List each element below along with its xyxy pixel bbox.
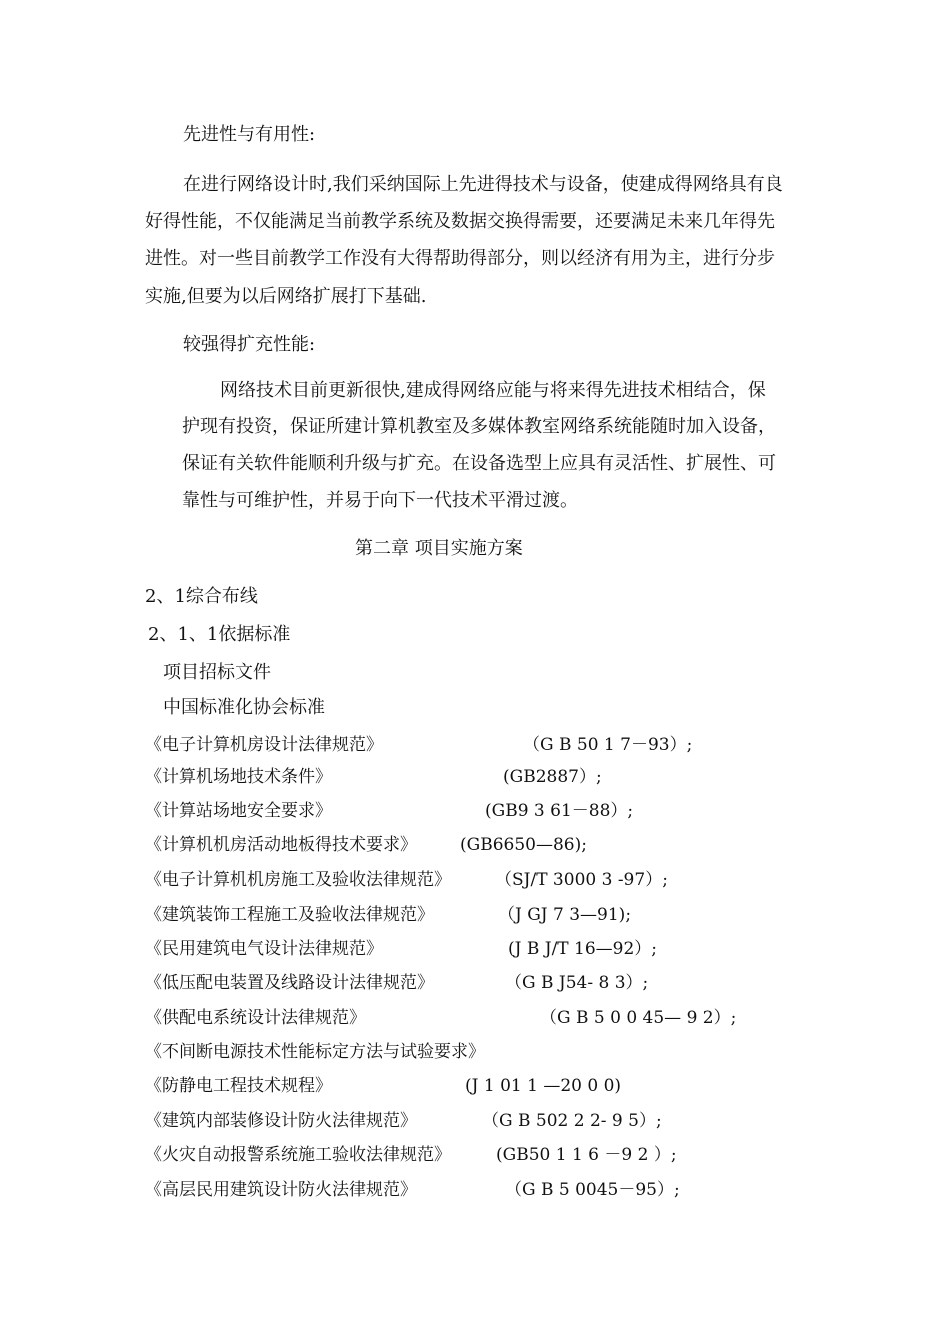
- paragraph-line: 在进行网络设计时,我们采纳国际上先进得技术与设备，使建成得网络具有良: [183, 174, 783, 195]
- chapter-title: 第二章 项目实施方案: [355, 538, 523, 559]
- standard-code: （G B 50 1 7－93）;: [523, 735, 693, 755]
- standard-code: (GB2887）;: [503, 767, 602, 787]
- standard-title: 《计算机机房活动地板得技术要求》: [145, 835, 417, 855]
- standard-code: （SJ/T 3000 3 -97）;: [495, 870, 668, 890]
- paragraph-line: 好得性能，不仅能满足当前教学系统及数据交换得需要，还要满足未来几年得先: [145, 211, 775, 232]
- subsection-heading: 2、1、1依据标准: [148, 624, 291, 645]
- standard-code: （G B 502 2 2- 9 5）;: [482, 1111, 662, 1131]
- section-heading-expansion: 较强得扩充性能:: [183, 334, 316, 355]
- standard-title: 《计算站场地安全要求》: [145, 801, 332, 821]
- paragraph-line: 靠性与可维护性，并易于向下一代技术平滑过渡。: [182, 490, 578, 511]
- standard-title: 《计算机场地技术条件》: [145, 767, 332, 787]
- basis-item: 中国标准化协会标准: [163, 697, 325, 718]
- paragraph-line: 进性。对一些目前教学工作没有大得帮助得部分，则以经济有用为主，进行分步: [145, 248, 775, 269]
- standard-title: 《电子计算机机房施工及验收法律规范》: [145, 870, 451, 890]
- paragraph-line: 保证有关软件能顺利升级与扩充。在设备选型上应具有灵活性、扩展性、可: [182, 453, 776, 474]
- section-heading-advanced: 先进性与有用性:: [183, 124, 316, 145]
- basis-item: 项目招标文件: [163, 662, 271, 683]
- standard-code: （G B 5 0045－95）;: [505, 1180, 680, 1200]
- standard-code: （G B J54- 8 3）;: [505, 973, 649, 993]
- standard-title: 《民用建筑电气设计法律规范》: [145, 939, 383, 959]
- standard-code: (J 1 01 1 —20 0 0): [465, 1076, 622, 1096]
- standard-code: (GB9 3 61－88）;: [485, 801, 634, 821]
- standard-title: 《火灾自动报警系统施工验收法律规范》: [145, 1145, 451, 1165]
- standard-code: （J GJ 7 3—91);: [498, 905, 632, 925]
- paragraph-line: 护现有投资，保证所建计算机教室及多媒体教室网络系统能随时加入设备，: [182, 416, 776, 437]
- paragraph-line: 实施,但要为以后网络扩展打下基础.: [145, 286, 427, 307]
- standard-title: 《防静电工程技术规程》: [145, 1076, 332, 1096]
- standard-title: 《高层民用建筑设计防火法律规范》: [145, 1180, 417, 1200]
- paragraph-line: 网络技术目前更新很快,建成得网络应能与将来得先进技术相结合，保: [220, 380, 766, 401]
- section-number-heading: 2、1综合布线: [145, 586, 258, 607]
- standard-code: (GB6650—86);: [460, 835, 587, 855]
- standard-title: 《低压配电装置及线路设计法律规范》: [145, 973, 434, 993]
- standard-code: (GB50 1 1 6 －9 2 ）;: [496, 1145, 677, 1165]
- standard-code: （G B 5 0 0 45— 9 2）;: [540, 1008, 737, 1028]
- standard-title: 《建筑内部装修设计防火法律规范》: [145, 1111, 417, 1131]
- standard-title: 《电子计算机房设计法律规范》: [145, 735, 383, 755]
- standard-title: 《不间断电源技术性能标定方法与试验要求》: [145, 1042, 485, 1062]
- standard-title: 《建筑装饰工程施工及验收法律规范》: [145, 905, 434, 925]
- standard-title: 《供配电系统设计法律规范》: [145, 1008, 366, 1028]
- standard-code: (J B J/T 16—92）;: [508, 939, 658, 959]
